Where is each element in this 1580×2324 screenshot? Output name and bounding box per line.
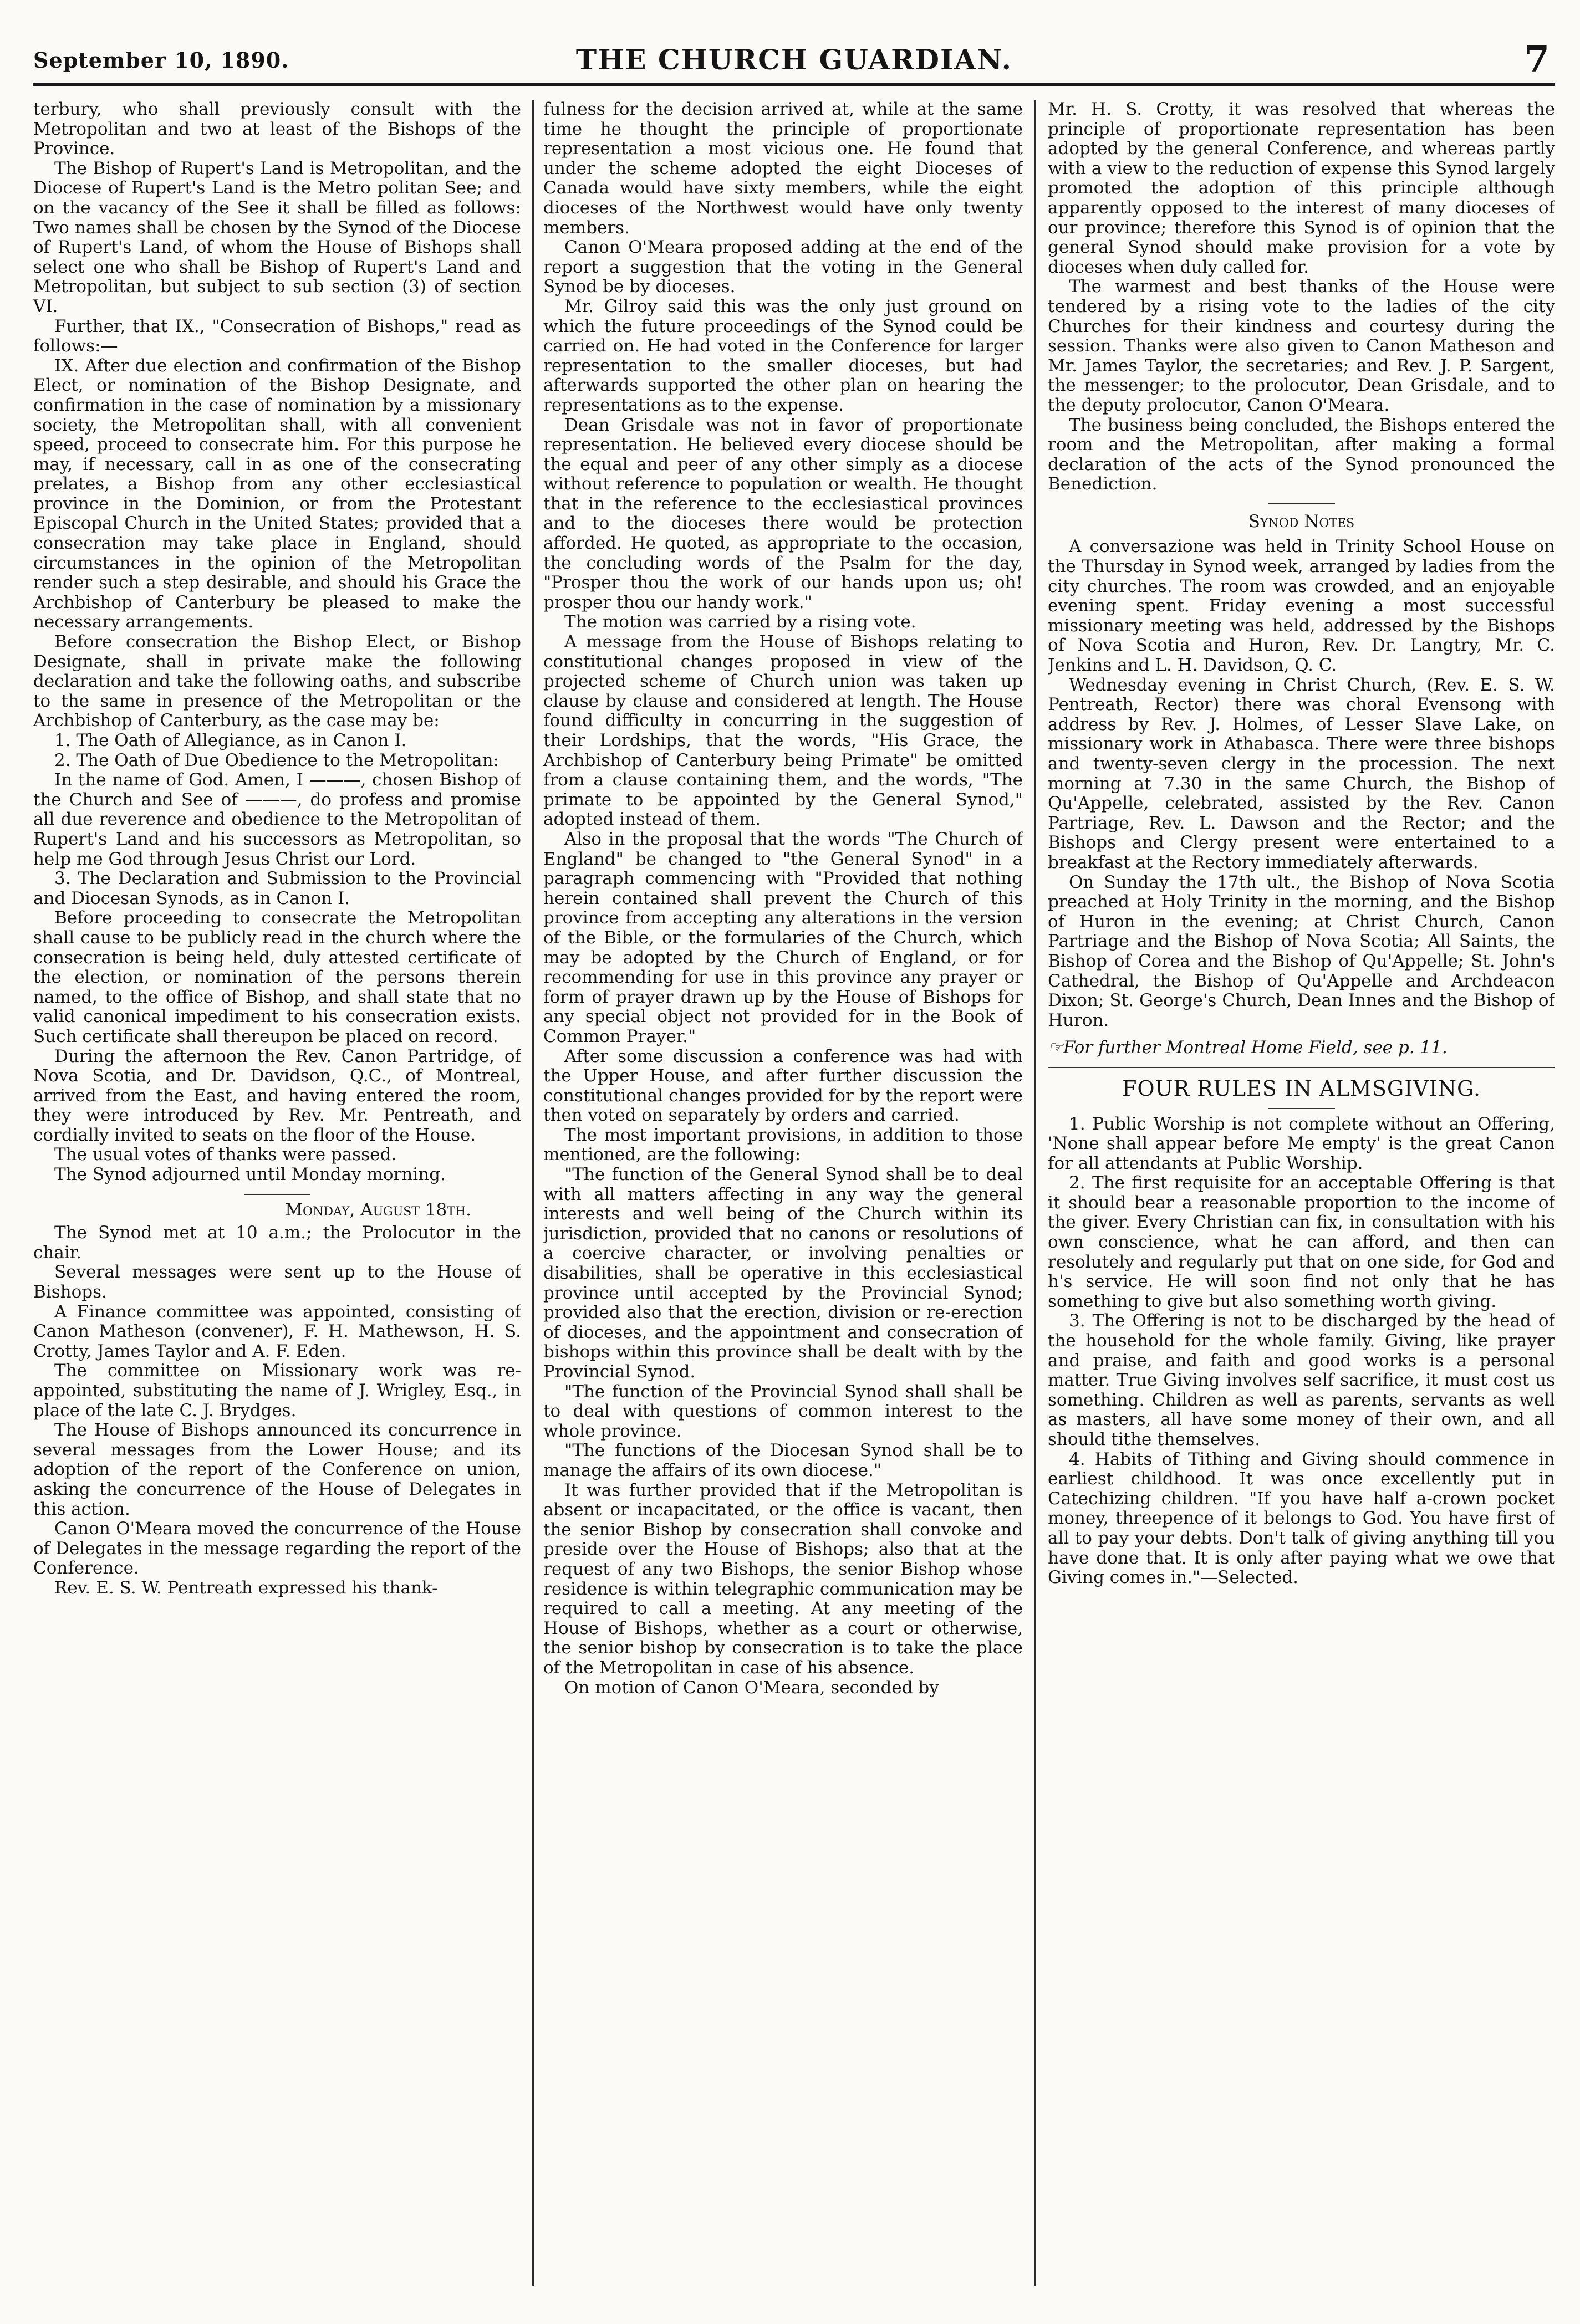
- article-heading: FOUR RULES IN ALMSGIVING.: [1122, 1076, 1481, 1101]
- paragraph: In the name of God. Amen, I ———, chosen Bishop of the Church and See of ———, do profess and promise all due reverence and obedience to the Metropolitan of Rupert's Land and his successors as Metropolitan, so help me God through Jesus Christ our Lord.: [33, 770, 521, 869]
- paragraph: 4. Habits of Tithing and Giving should commence in earliest childhood. It was once excellently put in Catechizing children. "If you have half a-crown pocket money, threepence of it belongs to God. You have first of all to pay your debts. Don't talk of giving anything till you have done that. It is only after paying what we owe that Giving comes in."—Selected.: [1048, 1449, 1555, 1588]
- paragraph: A Finance committee was appointed, consisting of Canon Matheson (convener), F. H. Mathewson, H. S. Crotty, James Taylor and A. F. Eden.: [33, 1301, 521, 1361]
- paragraph: Mr. H. S. Crotty, it was resolved that whereas the principle of proportionate representation has been adopted by the general Conference, and whereas partly with a view to the reduction of expense this Synod largely promoted the adoption of this principle although apparently opposed to the interest of many dioceses of our province; therefore this Synod is of opinion that the general Synod should make provision for a vote by dioceses when duly called for.: [1048, 100, 1555, 277]
- paragraph: The business being concluded, the Bishops entered the room and the Metropolitan, after making a formal declaration of the acts of the Synod pronounced the Benediction.: [1048, 415, 1555, 494]
- paragraph: The warmest and best thanks of the House were tendered by a rising vote to the ladies of the city Churches for their kindness and courtesy during the session. Thanks were also given to Canon Matheson and Mr. James Taylor, the secretaries; and Rev. J. P. Sargent, the messenger; to the prolocutor, Dean Grisdale, and to the deputy prolocutor, Canon O'Meara.: [1048, 277, 1555, 415]
- paragraph: After some discussion a conference was had with the Upper House, and after further discussion the constitutional changes provided for by the report were then voted on separately by orders and carried.: [543, 1046, 1023, 1126]
- paragraph: The committee on Missionary work was re-appointed, substituting the name of J. Wrigley, Esq., in place of the late C. J. Brydges.: [33, 1361, 521, 1421]
- paragraph: During the afternoon the Rev. Canon Partridge, of Nova Scotia, and Dr. Davidson, Q.C., of Montreal, arrived from the East, and having entered the room, they were introduced by Rev. Mr. Pentreath, and cordially invited to seats on the floor of the House.: [33, 1046, 521, 1145]
- section-date-heading: Monday, August 18th.: [285, 1199, 471, 1220]
- paragraph: The Synod adjourned until Monday morning.: [54, 1164, 446, 1185]
- column-2: [543, 100, 1023, 2286]
- paragraph: Several messages were sent up to the House of Bishops.: [33, 1262, 521, 1303]
- section-divider: [244, 1194, 310, 1195]
- paragraph: Dean Grisdale was not in favor of proportionate representation. He believed every diocese should be the equal and peer of any other simply as a diocese without reference to population or wealth. He thought that in the reference to the ecclesiastical provinces and to the dioceses there would be protection afforded. He quoted, as appropriate to the occasion, the concluding words of the Psalm for the day, "Prosper thou the work of our hands upon us; oh! prosper thou our handy work.": [543, 415, 1023, 612]
- paragraph: On motion of Canon O'Meara, seconded by: [564, 1677, 939, 1698]
- paragraph: A conversazione was held in Trinity School House on the Thursday in Synod week, arranged by ladies from the city churches. The room was crowded, and an enjoyable evening spent. Friday evening a most successful missionary meeting was held, addressed by the Bishops of Nova Scotia and Huron, Rev. Dr. Langtry, Mr. C. Jenkins and L. H. Davidson, Q. C.: [1048, 537, 1555, 676]
- paragraph: 2. The first requisite for an acceptable Offering is that it should bear a reasonable proportion to the income of the giver. Every Christian can fix, in consultation with his own conscience, what he can afford, and then can resolutely and regularly put that on one side, for God and h's service. He will soon find not only that he has something to give but also something worth giving.: [1048, 1173, 1555, 1311]
- paragraph: fulness for the decision arrived at, while at the same time he thought the principle of proportionate representation a most vicious one. He found that under the scheme adopted the eight Dioceses of Canada would have sixty members, while the eight dioceses of the Northwest would have only twenty members.: [543, 100, 1023, 238]
- paragraph: Before proceeding to consecrate the Metropolitan shall cause to be publicly read in the church where the consecration is being held, duly attested certificate of the election, or nomination of the persons therein named, to the office of Bishop, and shall state that no valid canonical impediment to his consecration exists. Such certificate shall thereupon be placed on record.: [33, 908, 521, 1046]
- column-1: [33, 100, 521, 2286]
- paragraph: Canon O'Meara moved the concurrence of the House of Delegates in the message regarding the report of the Conference.: [33, 1519, 521, 1579]
- issue-date: September 10, 1890.: [33, 48, 289, 73]
- column-3: [1048, 100, 1555, 2286]
- paragraph: The House of Bishops announced its concurrence in several messages from the Lower House; and its adoption of the report of the Conference on union, asking the concurrence of the House of Delegates in this action.: [33, 1420, 521, 1519]
- paragraph: Rev. E. S. W. Pentreath expressed his thank-: [54, 1577, 438, 1598]
- paragraph: Before consecration the Bishop Elect, or Bishop Designate, shall in private make the following declaration and take the following oaths, and subscribe to the same in presence of the Metropolitan or the Archbishop of Canterbury, as the case may be:: [33, 632, 521, 731]
- page-number: 7: [1524, 38, 1550, 81]
- paragraph: 1. The Oath of Allegiance, as in Canon I.: [54, 731, 407, 750]
- paragraph: On Sunday the 17th ult., the Bishop of Nova Scotia preached at Holy Trinity in the morning, and the Bishop of Huron in the evening; at Christ Church, Canon Partriage and the Bishop of Nova Scotia; All Saints, the Bishop of Corea and the Bishop of Qu'Appelle; St. John's Cathedral, the Bishop of Qu'Appelle and Archdeacon Dixon; St. George's Church, Dean Innes and the Bishop of Huron.: [1048, 872, 1555, 1030]
- masthead: [33, 33, 1555, 86]
- paragraph: IX. After due election and confirmation of the Bishop Elect, or nomination of the Bishop Designate, and confirmation in the case of nomination by a missionary society, the Metropolitan shall, with all convenient speed, proceed to consecrate him. For this purpose he may, if necessary, call in as one of the consecrating prelates, a Bishop from any other ecclesiastical province in the Dominion, or from the Protestant Episcopal Church in the United States; provided that a consecration may take place in England, should circumstances in the opinion of the Metropolitan render such a step desirable, and should his Grace the Archbishop of Canterbury be pleased to make the necessary arrangements.: [33, 355, 521, 632]
- paragraph: "The functions of the Diocesan Synod shall be to manage the affairs of its own diocese.": [543, 1441, 1023, 1480]
- paragraph: 3. The Declaration and Submission to the Provincial and Diocesan Synods, as in Canon I.: [33, 869, 521, 908]
- paragraph: The usual votes of thanks were passed.: [54, 1145, 397, 1165]
- paragraph: Mr. Gilroy said this was the only just ground on which the future proceedings of the Synod could be carried on. He had voted in the Conference for larger representation to the smaller dioceses, but had afterwards supported the other plan on hearing the representations as to the expense.: [543, 296, 1023, 415]
- paragraph: It was further provided that if the Metropolitan is absent or incapacitated, or the office is vacant, then the senior Bishop by consecration shall convoke and preside over the House of Bishops; also that at the request of any two Bishops, the senior Bishop whose residence is within telegraphic communication may be required to call a meeting. At any meeting of the House of Bishops, whether as a court or otherwise, the senior bishop by consecration is to take the place of the Metropolitan in case of his absence.: [543, 1480, 1023, 1678]
- section-divider: [1268, 503, 1335, 504]
- paragraph: Wednesday evening in Christ Church, (Rev. E. S. W. Pentreath, Rector) there was choral Evensong with address by Rev. J. Holmes, of Lesser Slave Lake, on missionary work in Athabasca. There were three bishops and twenty-seven clergy in the procession. The next morning at 7.30 in the same Church, the Bishop of Qu'Appelle, celebrated, assisted by the Rev. Canon Partriage, Rev. L. Dawson and the Rector; and the Bishops and Clergy present were entertained to a breakfast at the Rectory immediately afterwards.: [1048, 675, 1555, 872]
- paragraph: 2. The Oath of Due Obedience to the Metropolitan:: [54, 750, 500, 770]
- paragraph: 1. Public Worship is not complete without an Offering, 'None shall appear before Me empty' is the great Canon for all attendants at Public Worship.: [1048, 1114, 1555, 1173]
- column-rule: [1034, 100, 1036, 2286]
- paragraph: terbury, who shall previously consult with the Metropolitan and two at least of the Bishops of the Province.: [33, 100, 521, 159]
- paragraph: Canon O'Meara proposed adding at the end of the report a suggestion that the voting in the General Synod be by dioceses.: [543, 237, 1023, 297]
- cross-reference-note: ☞For further Montreal Home Field, see p. 11.: [1048, 1038, 1448, 1058]
- synod-notes-heading: Synod Notes: [1248, 511, 1355, 532]
- paragraph: The Bishop of Rupert's Land is Metropolitan, and the Diocese of Rupert's Land is the Metro politan See; and on the vacancy of the See it shall be filled as follows: Two names shall be chosen by the Synod of the Diocese of Rupert's Land, of whom the House of Bishops shall select one who shall be Bishop of Rupert's Land and Metropolitan, but subject to sub section (3) of section VI.: [33, 158, 521, 316]
- section-divider: [1048, 1067, 1555, 1068]
- paragraph: The motion was carried by a rising vote.: [564, 612, 916, 632]
- paragraph: "The function of the General Synod shall be to deal with all matters affecting in any way the general interests and well being of the Church within its jurisdiction, provided that no canons or resolutions of a coercive character, or involving penalties or disabilities, shall be operative in this ecclesiastical province until accepted by the Provincial Synod; provided also that the erection, division or re-erection of dioceses, and the appointment and consecration of bishops within this province shall be dealt with by the Provincial Synod.: [543, 1164, 1023, 1382]
- paragraph: A message from the House of Bishops relating to constitutional changes proposed in view of the projected scheme of Church union was taken up clause by clause and considered at length. The House found difficulty in concurring in the suggestion of their Lordships, that the words, "His Grace, the Archbishop of Canterbury being Primate" be omitted from a clause containing them, and the words, "The primate to be appointed by the General Synod," adopted instead of them.: [543, 632, 1023, 830]
- paragraph: The most important provisions, in addition to those mentioned, are the following:: [543, 1125, 1023, 1165]
- paragraph: Also in the proposal that the words "The Church of England" be changed to "the General Synod" in a paragraph commencing with "Provided that nothing herein contained shall prevent the Church of this province from accepting any alterations in the version of the Bible, or the formularies of the Church, which may be adopted by the Church of England, or for recommending for use in this province any prayer or form of prayer drawn up by the House of Bishops for any special object not provided for in the Book of Common Prayer.": [543, 829, 1023, 1046]
- section-divider: [1268, 1108, 1335, 1109]
- paragraph: 3. The Offering is not to be discharged by the head of the household for the whole family. Giving, like prayer and praise, and faith and good works is a personal matter. True Giving involves self sacrifice, it must cost us something. Children as well as parents, servants as well as masters, all have some money of their own, and all should tithe themselves.: [1048, 1311, 1555, 1449]
- column-rule: [532, 100, 534, 2286]
- paragraph: "The function of the Provincial Synod shall shall be to deal with questions of common interest to the whole province.: [543, 1381, 1023, 1441]
- paragraph: The Synod met at 10 a.m.; the Prolocutor in the chair.: [33, 1223, 521, 1263]
- newspaper-title: THE CHURCH GUARDIAN.: [575, 43, 1013, 76]
- paragraph: Further, that IX., "Consecration of Bishops," read as follows:—: [33, 316, 521, 356]
